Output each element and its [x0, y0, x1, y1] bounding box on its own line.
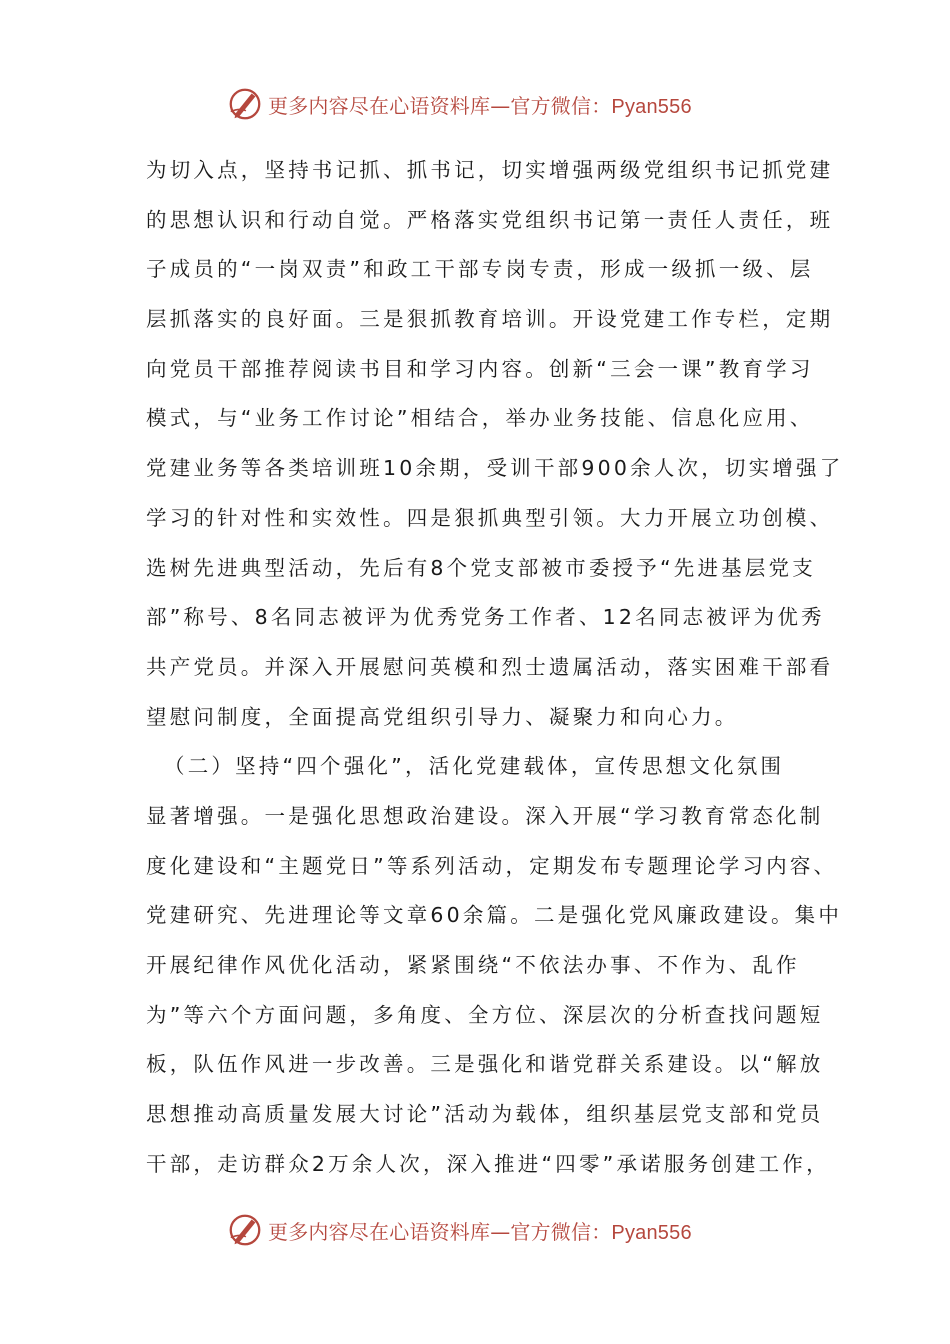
- body-line: 选树先进典型活动，先后有8个党支部被市委授予“先进基层党支: [146, 555, 816, 580]
- body-line: 共产党员。并深入开展慰问英模和烈士遗属活动，落实困难干部看: [146, 654, 834, 679]
- body-line: 板，队伍作风进一步改善。三是强化和谐党群关系建设。以“解放: [146, 1052, 824, 1077]
- body-line: 学习的针对性和实效性。四是狠抓典型引领。大力开展立功创模、: [146, 505, 834, 530]
- body-line: 干部，走访群众2万余人次，深入推进“四零”承诺服务创建工作，: [146, 1151, 830, 1176]
- body-line: 思想推动高质量发展大讨论”活动为载体，组织基层党支部和党员: [146, 1102, 824, 1127]
- body-line: 向党员干部推荐阅读书目和学习内容。创新“三会一课”教育学习: [146, 356, 814, 381]
- body-line: 度化建设和“主题党日”等系列活动，定期发布专题理论学习内容、: [146, 853, 838, 878]
- body-line: 层抓落实的良好面。三是狠抓教育培训。开设党建工作专栏，定期: [146, 307, 834, 332]
- body-line: 党建业务等各类培训班10余期，受训干部900余人次，切实增强了: [146, 456, 844, 481]
- body-line: 开展纪律作风优化活动，紧紧围绕“不依法办事、不作为、乱作: [146, 953, 800, 977]
- body-line: 显著增强。一是强化思想政治建设。深入开展“学习教育常态化制: [146, 803, 824, 828]
- document-body: [146, 152, 844, 1195]
- body-line: 党建研究、先进理论等文章60余篇。二是强化党风廉政建设。集中: [146, 903, 843, 928]
- footer-watermark-label: 更多内容尽在心语资料库—官方微信：: [268, 1219, 612, 1244]
- body-line: 模式，与“业务工作讨论”相结合，举办业务技能、信息化应用、: [146, 406, 814, 431]
- body-line: 部”称号、8名同志被评为优秀党务工作者、12名同志被评为优秀: [146, 605, 825, 630]
- body-line: 为”等六个方面问题，多角度、全方位、深层次的分析查找问题短: [146, 1002, 824, 1027]
- header-watermark-label: 更多内容尽在心语资料库—官方微信：: [268, 93, 612, 118]
- pen-logo-icon: [226, 85, 264, 123]
- body-line: 为切入点，坚持书记抓、抓书记，切实增强两级党组织书记抓党建: [146, 158, 834, 182]
- body-line: 子成员的“一岗双责”和政工干部专岗专责，形成一级抓一级、层: [146, 257, 814, 282]
- footer-watermark-contact: Pyan556: [611, 1221, 692, 1244]
- body-line: 的思想认识和行动自觉。严格落实党组织书记第一责任人责任，班: [146, 207, 834, 232]
- section-heading-line: （二）坚持“四个强化”，活化党建载体，宣传思想文化氛围: [164, 754, 785, 779]
- header-watermark-contact: Pyan556: [611, 95, 692, 118]
- header-watermark-text: [268, 90, 692, 119]
- body-line: 望慰问制度，全面提高党组织引导力、凝聚力和向心力。: [146, 704, 739, 729]
- footer-watermark-text: [268, 1216, 692, 1245]
- footer-watermark-banner: [226, 1210, 746, 1250]
- header-watermark-banner: [226, 84, 746, 124]
- pen-logo-icon: [226, 1211, 264, 1249]
